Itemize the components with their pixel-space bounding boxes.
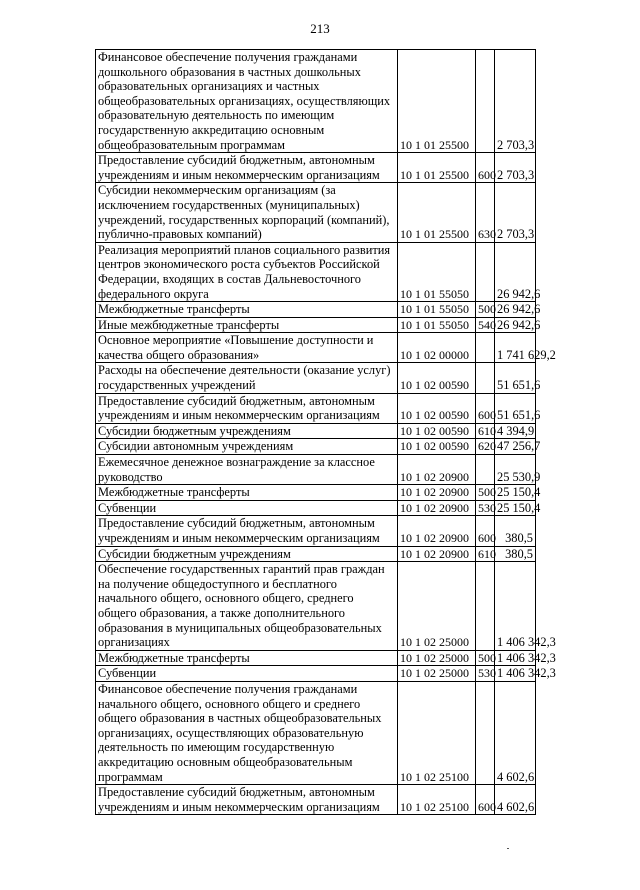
row-amount: 2 703,3 bbox=[495, 50, 536, 153]
row-name: Субвенции bbox=[96, 500, 398, 516]
row-name: Ежемесячное денежное вознаграждение за классное руководство bbox=[96, 455, 398, 485]
row-type bbox=[476, 455, 495, 485]
row-code: 10 1 02 25100 bbox=[398, 681, 476, 784]
row-name: Субсидии бюджетным учреждениям bbox=[96, 423, 398, 439]
row-code: 10 1 01 55050 bbox=[398, 302, 476, 318]
row-code: 10 1 01 25500 bbox=[398, 183, 476, 242]
row-amount: 2 703,3 bbox=[495, 183, 536, 242]
row-code: 10 1 02 20900 bbox=[398, 485, 476, 501]
row-type bbox=[476, 242, 495, 301]
row-type: 600 bbox=[476, 785, 495, 815]
table-row bbox=[96, 439, 536, 455]
row-amount: 25 150,4 bbox=[495, 500, 536, 516]
row-type: 530 bbox=[476, 666, 495, 682]
row-type: 630 bbox=[476, 183, 495, 242]
row-code: 10 1 02 20900 bbox=[398, 516, 476, 546]
row-name: Межбюджетные трансферты bbox=[96, 485, 398, 501]
row-type: 500 bbox=[476, 485, 495, 501]
row-type bbox=[476, 363, 495, 393]
row-name: Реализация мероприятий планов социального развития центров экономического роста субъектов Российской Федерации, входящих в состав Дальневосточного федерального округа bbox=[96, 242, 398, 301]
row-name: Основное мероприятие «Повышение доступности и качества общего образования» bbox=[96, 333, 398, 363]
row-name: Финансовое обеспечение получения гражданами дошкольного образования в частных дошкольных образовательных организациях и частных общеобразовательных организациях, осуществляющих образовательную деятельность по имеющим государственную аккредитацию основным общеобразовательным программам bbox=[96, 50, 398, 153]
row-code: 10 1 02 25000 bbox=[398, 666, 476, 682]
row-name: Иные межбюджетные трансферты bbox=[96, 317, 398, 333]
table-row bbox=[96, 333, 536, 363]
row-name: Расходы на обеспечение деятельности (оказание услуг) государственных учреждений bbox=[96, 363, 398, 393]
row-amount: 380,5 bbox=[495, 516, 536, 546]
row-type: 620 bbox=[476, 439, 495, 455]
row-amount: 26 942,6 bbox=[495, 302, 536, 318]
row-amount: 1 406 342,3 bbox=[495, 650, 536, 666]
row-amount: 380,5 bbox=[495, 546, 536, 562]
table-row bbox=[96, 546, 536, 562]
scan-mark bbox=[507, 848, 509, 849]
table-row bbox=[96, 650, 536, 666]
row-amount: 4 394,9 bbox=[495, 423, 536, 439]
row-amount: 51 651,6 bbox=[495, 363, 536, 393]
row-code: 10 1 02 25100 bbox=[398, 785, 476, 815]
row-type: 540 bbox=[476, 317, 495, 333]
row-type: 600 bbox=[476, 516, 495, 546]
row-code: 10 1 02 00000 bbox=[398, 333, 476, 363]
row-name: Предоставление субсидий бюджетным, автономным учреждениям и иным некоммерческим организациям bbox=[96, 153, 398, 183]
table-row bbox=[96, 363, 536, 393]
table-row bbox=[96, 393, 536, 423]
row-type bbox=[476, 333, 495, 363]
row-name: Субсидии автономным учреждениям bbox=[96, 439, 398, 455]
row-amount: 26 942,6 bbox=[495, 242, 536, 301]
row-type bbox=[476, 681, 495, 784]
row-type: 500 bbox=[476, 302, 495, 318]
row-amount: 1 406 342,3 bbox=[495, 666, 536, 682]
row-code: 10 1 02 00590 bbox=[398, 393, 476, 423]
row-name: Субвенции bbox=[96, 666, 398, 682]
row-amount: 1 406 342,3 bbox=[495, 562, 536, 651]
row-name: Субсидии бюджетным учреждениям bbox=[96, 546, 398, 562]
row-type: 530 bbox=[476, 500, 495, 516]
row-code: 10 1 01 25500 bbox=[398, 50, 476, 153]
table-row bbox=[96, 302, 536, 318]
row-code: 10 1 01 55050 bbox=[398, 242, 476, 301]
table-row bbox=[96, 183, 536, 242]
table-row bbox=[96, 516, 536, 546]
budget-table-body bbox=[96, 50, 556, 815]
row-amount: 47 256,7 bbox=[495, 439, 536, 455]
table-row bbox=[96, 485, 536, 501]
table-row bbox=[96, 785, 536, 815]
row-type: 600 bbox=[476, 393, 495, 423]
row-code: 10 1 01 25500 bbox=[398, 153, 476, 183]
row-code: 10 1 02 00590 bbox=[398, 439, 476, 455]
table-row bbox=[96, 681, 536, 784]
row-amount: 25 150,4 bbox=[495, 485, 536, 501]
row-code: 10 1 02 20900 bbox=[398, 455, 476, 485]
row-name: Межбюджетные трансферты bbox=[96, 650, 398, 666]
row-code: 10 1 02 00590 bbox=[398, 363, 476, 393]
row-code: 10 1 01 55050 bbox=[398, 317, 476, 333]
row-name: Финансовое обеспечение получения гражданами начального общего, основного общего и среднего общего образования в частных общеобразовательных организациях, осуществляющих образовательную деятельность по имеющим государственную аккредитацию основным общеобразовательным программам bbox=[96, 681, 398, 784]
table-row bbox=[96, 50, 536, 153]
row-amount: 25 530,9 bbox=[495, 455, 536, 485]
table-row bbox=[96, 500, 536, 516]
row-code: 10 1 02 25000 bbox=[398, 650, 476, 666]
row-name: Субсидии некоммерческим организациям (за исключением государственных (муниципальных) учреждений, государственных корпораций (компаний), публично-правовых компаний) bbox=[96, 183, 398, 242]
table-row bbox=[96, 242, 536, 301]
page-number: 213 bbox=[310, 21, 330, 36]
budget-table bbox=[95, 49, 556, 815]
row-type bbox=[476, 562, 495, 651]
row-code: 10 1 02 25000 bbox=[398, 562, 476, 651]
row-code: 10 1 02 20900 bbox=[398, 500, 476, 516]
row-amount: 26 942,6 bbox=[495, 317, 536, 333]
row-type: 610 bbox=[476, 546, 495, 562]
row-type: 500 bbox=[476, 650, 495, 666]
table-row bbox=[96, 423, 536, 439]
table-row bbox=[96, 153, 536, 183]
row-type: 600 bbox=[476, 153, 495, 183]
table-row bbox=[96, 455, 536, 485]
row-code: 10 1 02 00590 bbox=[398, 423, 476, 439]
row-type bbox=[476, 50, 495, 153]
row-amount: 2 703,3 bbox=[495, 153, 536, 183]
table-row bbox=[96, 317, 536, 333]
row-name: Межбюджетные трансферты bbox=[96, 302, 398, 318]
row-amount: 4 602,6 bbox=[495, 681, 536, 784]
row-name: Предоставление субсидий бюджетным, автономным учреждениям и иным некоммерческим организациям bbox=[96, 393, 398, 423]
row-name: Предоставление субсидий бюджетным, автономным учреждениям и иным некоммерческим организациям bbox=[96, 516, 398, 546]
row-name: Обеспечение государственных гарантий прав граждан на получение общедоступного и бесплатного начального общего, основного общего, среднего общего образования, а также дополнительного образования в муниципальных общеобразовательных организациях bbox=[96, 562, 398, 651]
row-code: 10 1 02 20900 bbox=[398, 546, 476, 562]
row-amount: 51 651,6 bbox=[495, 393, 536, 423]
row-name: Предоставление субсидий бюджетным, автономным учреждениям и иным некоммерческим организациям bbox=[96, 785, 398, 815]
table-row bbox=[96, 666, 536, 682]
row-amount: 1 741 629,2 bbox=[495, 333, 536, 363]
row-type: 610 bbox=[476, 423, 495, 439]
row-amount: 4 602,6 bbox=[495, 785, 536, 815]
table-row bbox=[96, 562, 536, 651]
